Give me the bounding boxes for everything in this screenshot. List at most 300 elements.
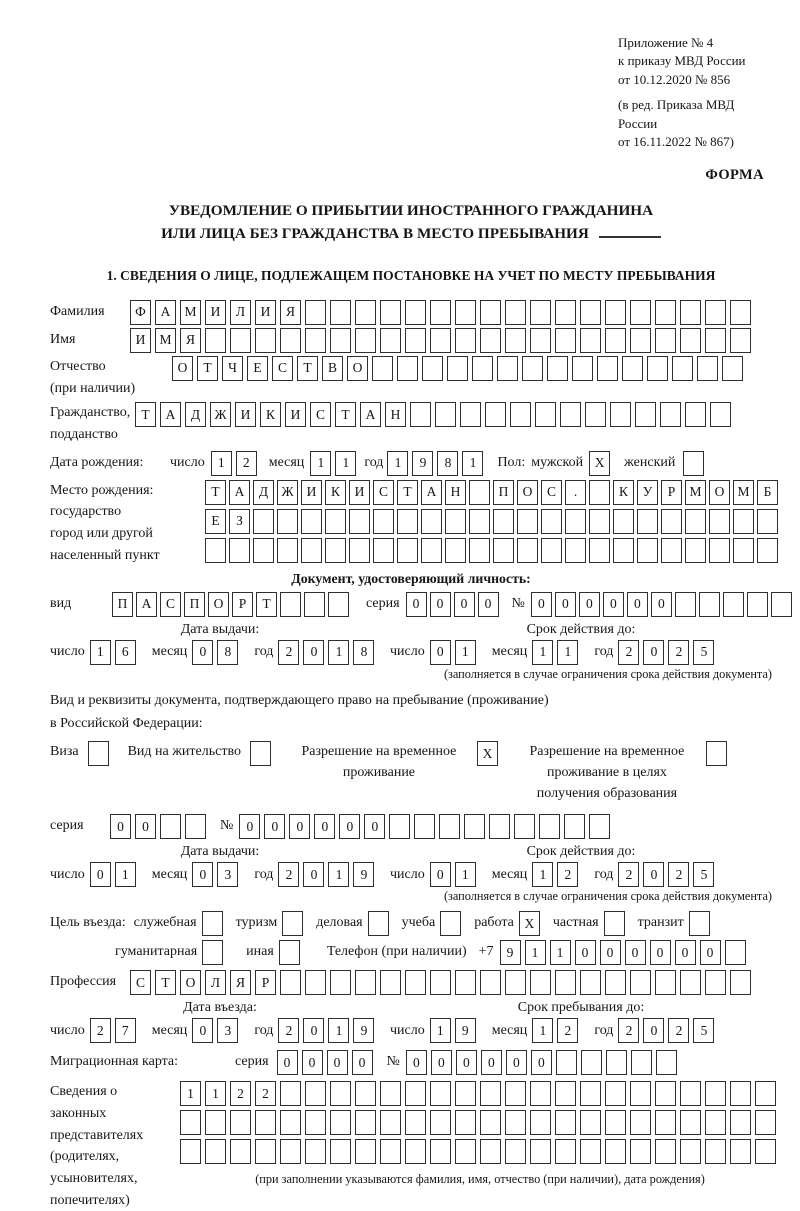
char-box[interactable]: Т — [297, 356, 318, 381]
char-box[interactable] — [705, 1139, 726, 1164]
char-box[interactable]: 1 — [335, 451, 356, 476]
char-box[interactable]: 0 — [430, 592, 451, 617]
sex-male-checkbox[interactable]: X — [589, 451, 610, 476]
char-box[interactable]: П — [112, 592, 133, 617]
char-box[interactable] — [685, 538, 706, 563]
char-box[interactable]: 2 — [618, 640, 639, 665]
char-box[interactable]: С — [541, 480, 562, 505]
char-box[interactable] — [605, 328, 626, 353]
char-box[interactable] — [630, 1110, 651, 1135]
char-box[interactable] — [771, 592, 792, 617]
char-box[interactable] — [330, 1081, 351, 1106]
char-box[interactable] — [447, 356, 468, 381]
char-box[interactable] — [605, 1139, 626, 1164]
char-box[interactable] — [647, 356, 668, 381]
char-box[interactable] — [355, 970, 376, 995]
char-box[interactable] — [514, 814, 535, 839]
char-box[interactable]: Е — [247, 356, 268, 381]
char-box[interactable]: 2 — [668, 1018, 689, 1043]
char-box[interactable] — [630, 328, 651, 353]
char-box[interactable] — [530, 1110, 551, 1135]
char-box[interactable] — [530, 300, 551, 325]
char-box[interactable] — [305, 1110, 326, 1135]
char-box[interactable] — [733, 538, 754, 563]
char-box[interactable] — [445, 509, 466, 534]
char-box[interactable] — [380, 1139, 401, 1164]
char-box[interactable]: А — [136, 592, 157, 617]
char-box[interactable]: И — [130, 328, 151, 353]
char-box[interactable] — [517, 509, 538, 534]
char-box[interactable] — [480, 328, 501, 353]
char-box[interactable] — [655, 970, 676, 995]
char-box[interactable]: 2 — [278, 862, 299, 887]
char-box[interactable]: 2 — [236, 451, 257, 476]
char-box[interactable] — [555, 1110, 576, 1135]
char-box[interactable]: 0 — [192, 862, 213, 887]
char-box[interactable] — [305, 1081, 326, 1106]
char-box[interactable]: К — [325, 480, 346, 505]
char-box[interactable] — [430, 970, 451, 995]
char-box[interactable]: 1 — [455, 640, 476, 665]
char-box[interactable] — [397, 509, 418, 534]
char-box[interactable] — [230, 1110, 251, 1135]
purpose-tourism-checkbox[interactable] — [282, 911, 303, 936]
char-box[interactable]: Я — [280, 300, 301, 325]
char-box[interactable]: 1 — [557, 640, 578, 665]
sex-female-checkbox[interactable] — [683, 451, 704, 476]
char-box[interactable] — [455, 1081, 476, 1106]
char-box[interactable]: С — [272, 356, 293, 381]
char-box[interactable] — [555, 328, 576, 353]
temp-residence-education-checkbox[interactable] — [706, 741, 727, 766]
char-box[interactable] — [410, 402, 431, 427]
char-box[interactable]: 0 — [643, 640, 664, 665]
purpose-transit-checkbox[interactable] — [689, 911, 710, 936]
char-box[interactable]: 2 — [557, 1018, 578, 1043]
char-box[interactable]: Р — [255, 970, 276, 995]
char-box[interactable]: 1 — [211, 451, 232, 476]
char-box[interactable]: 1 — [455, 862, 476, 887]
char-box[interactable] — [555, 970, 576, 995]
char-box[interactable] — [330, 970, 351, 995]
char-box[interactable] — [497, 356, 518, 381]
char-box[interactable] — [555, 1081, 576, 1106]
char-box[interactable] — [185, 814, 206, 839]
char-box[interactable] — [469, 480, 490, 505]
char-box[interactable]: А — [155, 300, 176, 325]
char-box[interactable]: 0 — [430, 640, 451, 665]
char-box[interactable] — [672, 356, 693, 381]
char-box[interactable] — [380, 1081, 401, 1106]
char-box[interactable] — [280, 1139, 301, 1164]
char-box[interactable] — [460, 402, 481, 427]
char-box[interactable]: 0 — [454, 592, 475, 617]
char-box[interactable] — [564, 814, 585, 839]
char-box[interactable] — [730, 328, 751, 353]
char-box[interactable]: 8 — [217, 640, 238, 665]
char-box[interactable]: Н — [385, 402, 406, 427]
char-box[interactable] — [480, 1081, 501, 1106]
char-box[interactable]: 1 — [90, 640, 111, 665]
char-box[interactable]: 6 — [115, 640, 136, 665]
char-box[interactable]: 0 — [431, 1050, 452, 1075]
char-box[interactable] — [455, 1139, 476, 1164]
char-box[interactable] — [422, 356, 443, 381]
char-box[interactable] — [630, 300, 651, 325]
char-box[interactable] — [280, 1081, 301, 1106]
char-box[interactable]: 0 — [651, 592, 672, 617]
char-box[interactable] — [355, 1081, 376, 1106]
char-box[interactable] — [405, 1139, 426, 1164]
char-box[interactable] — [472, 356, 493, 381]
char-box[interactable]: 0 — [650, 940, 671, 965]
purpose-official-checkbox[interactable] — [202, 911, 223, 936]
char-box[interactable]: 0 — [643, 862, 664, 887]
char-box[interactable] — [755, 1110, 776, 1135]
char-box[interactable]: К — [260, 402, 281, 427]
char-box[interactable] — [480, 970, 501, 995]
char-box[interactable] — [580, 1110, 601, 1135]
char-box[interactable] — [530, 970, 551, 995]
char-box[interactable] — [485, 402, 506, 427]
char-box[interactable]: 1 — [387, 451, 408, 476]
char-box[interactable]: 1 — [328, 862, 349, 887]
char-box[interactable] — [655, 1139, 676, 1164]
char-box[interactable]: И — [301, 480, 322, 505]
temp-residence-checkbox[interactable]: X — [477, 741, 498, 766]
char-box[interactable] — [539, 814, 560, 839]
char-box[interactable]: И — [349, 480, 370, 505]
char-box[interactable]: О — [709, 480, 730, 505]
char-box[interactable]: 0 — [303, 862, 324, 887]
char-box[interactable] — [301, 509, 322, 534]
purpose-private-checkbox[interactable] — [604, 911, 625, 936]
char-box[interactable] — [605, 1110, 626, 1135]
char-box[interactable] — [330, 300, 351, 325]
char-box[interactable]: 0 — [352, 1050, 373, 1075]
char-box[interactable] — [480, 1110, 501, 1135]
char-box[interactable]: 9 — [412, 451, 433, 476]
char-box[interactable] — [280, 328, 301, 353]
char-box[interactable]: 8 — [353, 640, 374, 665]
char-box[interactable] — [555, 1139, 576, 1164]
char-box[interactable]: 0 — [110, 814, 131, 839]
char-box[interactable]: 0 — [575, 940, 596, 965]
char-box[interactable]: 0 — [192, 1018, 213, 1043]
char-box[interactable] — [505, 970, 526, 995]
char-box[interactable]: 0 — [264, 814, 285, 839]
char-box[interactable] — [328, 592, 349, 617]
char-box[interactable] — [585, 402, 606, 427]
char-box[interactable] — [330, 328, 351, 353]
char-box[interactable] — [613, 509, 634, 534]
char-box[interactable]: У — [637, 480, 658, 505]
char-box[interactable] — [580, 300, 601, 325]
char-box[interactable] — [637, 509, 658, 534]
char-box[interactable] — [414, 814, 435, 839]
char-box[interactable]: Д — [185, 402, 206, 427]
char-box[interactable]: П — [184, 592, 205, 617]
char-box[interactable]: 1 — [115, 862, 136, 887]
char-box[interactable]: 1 — [310, 451, 331, 476]
char-box[interactable]: С — [373, 480, 394, 505]
char-box[interactable]: 0 — [406, 1050, 427, 1075]
char-box[interactable] — [205, 1139, 226, 1164]
char-box[interactable] — [277, 509, 298, 534]
char-box[interactable] — [555, 300, 576, 325]
char-box[interactable]: 0 — [625, 940, 646, 965]
char-box[interactable] — [655, 1110, 676, 1135]
char-box[interactable]: 1 — [328, 640, 349, 665]
char-box[interactable]: Ж — [210, 402, 231, 427]
char-box[interactable]: О — [172, 356, 193, 381]
char-box[interactable]: 2 — [278, 640, 299, 665]
char-box[interactable]: А — [421, 480, 442, 505]
char-box[interactable] — [380, 1110, 401, 1135]
char-box[interactable] — [305, 1139, 326, 1164]
char-box[interactable] — [355, 1139, 376, 1164]
char-box[interactable]: Т — [135, 402, 156, 427]
char-box[interactable]: 0 — [314, 814, 335, 839]
char-box[interactable]: 5 — [693, 862, 714, 887]
char-box[interactable] — [355, 1110, 376, 1135]
char-box[interactable]: 7 — [115, 1018, 136, 1043]
char-box[interactable] — [229, 538, 250, 563]
char-box[interactable] — [205, 538, 226, 563]
residence-permit-checkbox[interactable] — [250, 741, 271, 766]
char-box[interactable]: С — [160, 592, 181, 617]
char-box[interactable]: Т — [397, 480, 418, 505]
char-box[interactable] — [730, 1139, 751, 1164]
char-box[interactable]: М — [155, 328, 176, 353]
char-box[interactable] — [380, 970, 401, 995]
char-box[interactable]: . — [565, 480, 586, 505]
purpose-other-checkbox[interactable] — [279, 940, 300, 965]
char-box[interactable] — [733, 509, 754, 534]
char-box[interactable] — [489, 814, 510, 839]
char-box[interactable] — [680, 300, 701, 325]
char-box[interactable] — [572, 356, 593, 381]
char-box[interactable]: 0 — [406, 592, 427, 617]
char-box[interactable] — [405, 300, 426, 325]
char-box[interactable] — [505, 1110, 526, 1135]
char-box[interactable]: 1 — [328, 1018, 349, 1043]
char-box[interactable]: Б — [757, 480, 778, 505]
char-box[interactable] — [541, 509, 562, 534]
char-box[interactable]: С — [310, 402, 331, 427]
char-box[interactable]: С — [130, 970, 151, 995]
char-box[interactable]: З — [229, 509, 250, 534]
char-box[interactable]: 1 — [525, 940, 546, 965]
char-box[interactable]: 1 — [550, 940, 571, 965]
char-box[interactable]: 1 — [430, 1018, 451, 1043]
char-box[interactable]: 0 — [303, 640, 324, 665]
char-box[interactable] — [530, 1139, 551, 1164]
char-box[interactable]: 0 — [603, 592, 624, 617]
char-box[interactable]: 0 — [555, 592, 576, 617]
char-box[interactable] — [480, 300, 501, 325]
char-box[interactable] — [455, 970, 476, 995]
char-box[interactable] — [622, 356, 643, 381]
char-box[interactable] — [697, 356, 718, 381]
char-box[interactable]: Л — [205, 970, 226, 995]
char-box[interactable]: И — [205, 300, 226, 325]
char-box[interactable] — [730, 1081, 751, 1106]
char-box[interactable] — [373, 538, 394, 563]
char-box[interactable] — [757, 509, 778, 534]
char-box[interactable]: П — [493, 480, 514, 505]
char-box[interactable] — [589, 509, 610, 534]
char-box[interactable] — [680, 1110, 701, 1135]
char-box[interactable]: Ф — [130, 300, 151, 325]
char-box[interactable]: И — [255, 300, 276, 325]
char-box[interactable]: 1 — [205, 1081, 226, 1106]
char-box[interactable]: 0 — [289, 814, 310, 839]
char-box[interactable] — [705, 328, 726, 353]
char-box[interactable]: О — [208, 592, 229, 617]
char-box[interactable] — [430, 1081, 451, 1106]
char-box[interactable]: 0 — [277, 1050, 298, 1075]
char-box[interactable]: О — [347, 356, 368, 381]
char-box[interactable]: 0 — [135, 814, 156, 839]
char-box[interactable] — [631, 1050, 652, 1075]
char-box[interactable] — [605, 300, 626, 325]
char-box[interactable]: Т — [205, 480, 226, 505]
char-box[interactable] — [255, 328, 276, 353]
char-box[interactable] — [656, 1050, 677, 1075]
char-box[interactable] — [535, 402, 556, 427]
char-box[interactable]: Д — [253, 480, 274, 505]
char-box[interactable] — [405, 1081, 426, 1106]
char-box[interactable]: 1 — [180, 1081, 201, 1106]
char-box[interactable]: В — [322, 356, 343, 381]
char-box[interactable] — [709, 538, 730, 563]
char-box[interactable] — [723, 592, 744, 617]
char-box[interactable] — [680, 1081, 701, 1106]
char-box[interactable] — [517, 538, 538, 563]
char-box[interactable] — [580, 970, 601, 995]
char-box[interactable] — [205, 1110, 226, 1135]
char-box[interactable] — [730, 1110, 751, 1135]
char-box[interactable] — [301, 538, 322, 563]
purpose-business-checkbox[interactable] — [368, 911, 389, 936]
char-box[interactable]: И — [235, 402, 256, 427]
char-box[interactable]: М — [733, 480, 754, 505]
char-box[interactable] — [397, 538, 418, 563]
char-box[interactable] — [680, 970, 701, 995]
char-box[interactable] — [710, 402, 731, 427]
char-box[interactable] — [380, 328, 401, 353]
char-box[interactable] — [435, 402, 456, 427]
char-box[interactable] — [349, 509, 370, 534]
char-box[interactable] — [180, 1110, 201, 1135]
char-box[interactable] — [397, 356, 418, 381]
char-box[interactable]: 0 — [531, 1050, 552, 1075]
char-box[interactable]: 0 — [90, 862, 111, 887]
char-box[interactable] — [580, 1081, 601, 1106]
char-box[interactable] — [280, 1110, 301, 1135]
char-box[interactable]: 0 — [643, 1018, 664, 1043]
char-box[interactable] — [480, 1139, 501, 1164]
char-box[interactable] — [430, 1139, 451, 1164]
char-box[interactable] — [305, 300, 326, 325]
char-box[interactable]: 0 — [675, 940, 696, 965]
char-box[interactable]: 1 — [462, 451, 483, 476]
char-box[interactable] — [180, 1139, 201, 1164]
char-box[interactable] — [439, 814, 460, 839]
char-box[interactable] — [605, 1081, 626, 1106]
char-box[interactable] — [330, 1139, 351, 1164]
char-box[interactable] — [455, 328, 476, 353]
char-box[interactable] — [580, 328, 601, 353]
char-box[interactable] — [755, 1081, 776, 1106]
char-box[interactable] — [160, 814, 181, 839]
char-box[interactable]: Ч — [222, 356, 243, 381]
char-box[interactable]: М — [180, 300, 201, 325]
char-box[interactable]: 0 — [327, 1050, 348, 1075]
char-box[interactable] — [469, 538, 490, 563]
char-box[interactable]: А — [229, 480, 250, 505]
char-box[interactable] — [253, 509, 274, 534]
char-box[interactable] — [325, 509, 346, 534]
char-box[interactable]: 0 — [478, 592, 499, 617]
char-box[interactable] — [430, 328, 451, 353]
char-box[interactable]: 1 — [532, 862, 553, 887]
char-box[interactable]: Т — [155, 970, 176, 995]
char-box[interactable]: 3 — [217, 1018, 238, 1043]
char-box[interactable] — [469, 509, 490, 534]
char-box[interactable]: 2 — [668, 640, 689, 665]
purpose-study-checkbox[interactable] — [440, 911, 461, 936]
char-box[interactable]: 0 — [579, 592, 600, 617]
char-box[interactable] — [380, 300, 401, 325]
char-box[interactable]: 0 — [302, 1050, 323, 1075]
char-box[interactable]: О — [517, 480, 538, 505]
char-box[interactable]: Т — [335, 402, 356, 427]
char-box[interactable] — [655, 1081, 676, 1106]
char-box[interactable]: 0 — [339, 814, 360, 839]
char-box[interactable] — [730, 300, 751, 325]
char-box[interactable] — [605, 970, 626, 995]
char-box[interactable]: 2 — [230, 1081, 251, 1106]
char-box[interactable] — [685, 509, 706, 534]
char-box[interactable] — [589, 538, 610, 563]
char-box[interactable] — [597, 356, 618, 381]
char-box[interactable]: Я — [180, 328, 201, 353]
char-box[interactable]: Ж — [277, 480, 298, 505]
char-box[interactable] — [613, 538, 634, 563]
char-box[interactable] — [253, 538, 274, 563]
char-box[interactable] — [589, 814, 610, 839]
char-box[interactable] — [355, 328, 376, 353]
char-box[interactable] — [747, 592, 768, 617]
char-box[interactable] — [445, 538, 466, 563]
char-box[interactable] — [565, 509, 586, 534]
char-box[interactable] — [355, 300, 376, 325]
char-box[interactable]: 2 — [557, 862, 578, 887]
char-box[interactable]: Я — [230, 970, 251, 995]
char-box[interactable]: 0 — [600, 940, 621, 965]
char-box[interactable] — [493, 538, 514, 563]
char-box[interactable] — [255, 1139, 276, 1164]
visa-checkbox[interactable] — [88, 741, 109, 766]
char-box[interactable]: 5 — [693, 640, 714, 665]
char-box[interactable] — [277, 538, 298, 563]
char-box[interactable] — [280, 970, 301, 995]
char-box[interactable] — [705, 970, 726, 995]
char-box[interactable]: 2 — [255, 1081, 276, 1106]
char-box[interactable] — [405, 1110, 426, 1135]
